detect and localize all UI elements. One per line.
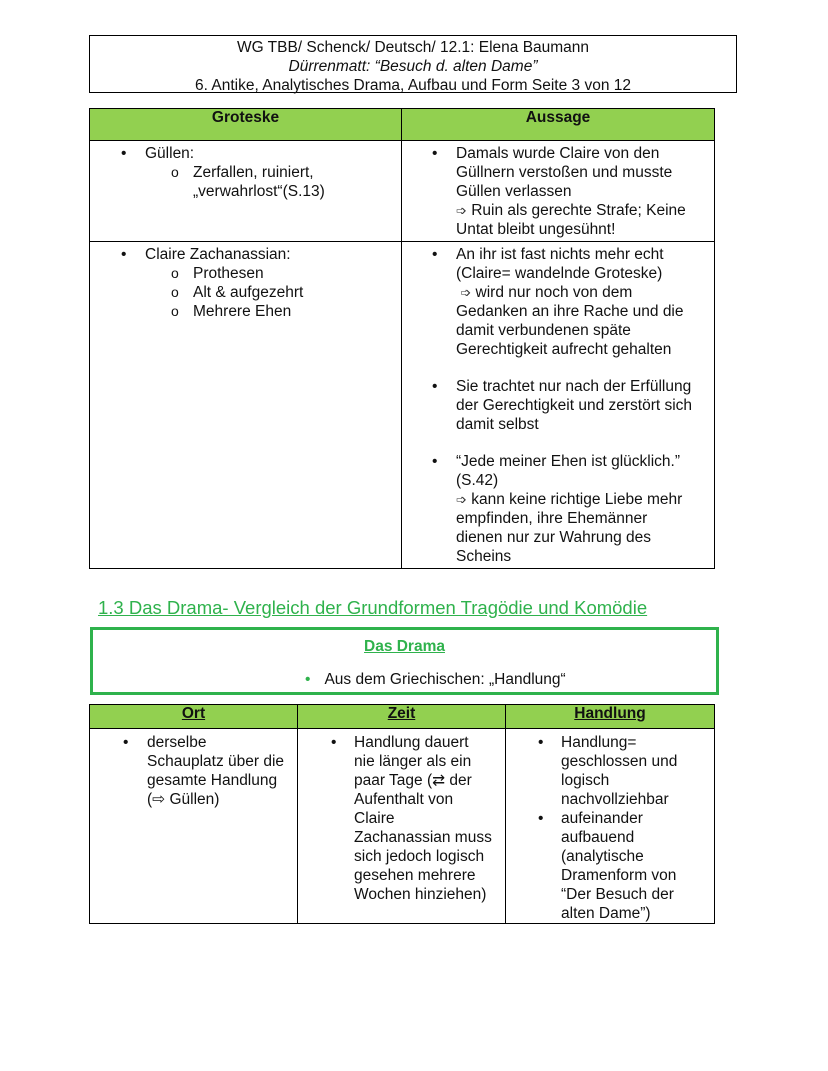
- groteske-table: [89, 108, 715, 569]
- table-cell: [90, 141, 402, 242]
- table-cell: [298, 729, 506, 924]
- table-cell: [402, 242, 715, 569]
- column-header-ort: Ort: [90, 705, 298, 729]
- list-item: • aufeinander aufbauend (analytische Dramenform von “Der Besuch der alten Dame”): [506, 809, 714, 923]
- sub-list-item: o Zerfallen, ruiniert, „verwahrlost“(S.13): [90, 163, 401, 201]
- header-line-1: WG TBB/ Schenck/ Deutsch/ 12.1: Elena Baumann: [236, 39, 590, 56]
- drama-box: [90, 627, 719, 695]
- sub-list-item: o Prothesen: [90, 264, 401, 283]
- table-cell: [90, 242, 402, 569]
- column-header-handlung: Handlung: [506, 705, 715, 729]
- column-header-aussage: Aussage: [402, 109, 715, 141]
- bullet-icon: •: [305, 671, 311, 688]
- sub-list-item: o Mehrere Ehen: [90, 302, 401, 321]
- arrow-icon: ➩: [460, 285, 472, 300]
- list-item: • An ihr ist fast nichts mehr echt (Claire= wandelnde Groteske) ➩ wird nur noch von dem Gedanken an ihre Rache und die damit verbundenen späte Gerechtigkeit aufrecht gehalten: [402, 245, 714, 359]
- arrow-icon: ➩: [456, 492, 467, 507]
- table-cell: [90, 729, 298, 924]
- list-item: • Güllen: o Zerfallen, ruiniert, „verwahrlost“(S.13): [90, 144, 401, 201]
- drama-box-title: Das Drama: [364, 638, 445, 655]
- header-line-2: Dürrenmatt: “Besuch d. alten Dame”: [288, 58, 538, 75]
- table-cell: [402, 141, 715, 242]
- list-item: • Claire Zachanassian: o Prothesen o Alt & aufgezehrt o Mehrere Ehen: [90, 245, 401, 321]
- list-item: • Sie trachtet nur nach der Erfüllung der Gerechtigkeit und zerstört sich damit selbst: [402, 377, 714, 434]
- list-item: • Handlung dauert nie länger als ein paar Tage (⇄ der Aufenthalt von Claire Zachanassian muss sich jedoch logisch gesehen mehrere Wochen hinziehen): [298, 733, 505, 904]
- drama-box-bullet: • Aus dem Griechischen: „Handlung“: [305, 671, 566, 688]
- header-line-3: 6. Antike, Analytisches Drama, Aufbau und Form Seite 3 von 12: [195, 77, 631, 94]
- list-item: • Damals wurde Claire von den Güllnern verstoßen und musste Güllen verlassen ➩ Ruin als gerechte Strafe; Keine Untat bleibt ungesühnt!: [402, 144, 714, 239]
- document-header: [89, 35, 737, 93]
- drama-table: [89, 704, 715, 924]
- sub-list-item: o Alt & aufgezehrt: [90, 283, 401, 302]
- list-item: • “Jede meiner Ehen ist glücklich.” (S.42) ➩ kann keine richtige Liebe mehr empfinden, ihre Ehemänner dienen nur zur Wahrung des Scheins: [402, 452, 714, 566]
- list-item: • Handlung= geschlossen und logisch nachvollziehbar: [506, 733, 714, 809]
- list-item: • derselbe Schauplatz über die gesamte Handlung (⇨ Güllen): [90, 733, 297, 809]
- arrow-icon: ➩: [456, 203, 467, 218]
- section-heading: 1.3 Das Drama- Vergleich der Grundformen Tragödie und Komödie: [98, 597, 648, 618]
- table-cell: [506, 729, 715, 924]
- column-header-groteske: Groteske: [90, 109, 402, 141]
- column-header-zeit: Zeit: [298, 705, 506, 729]
